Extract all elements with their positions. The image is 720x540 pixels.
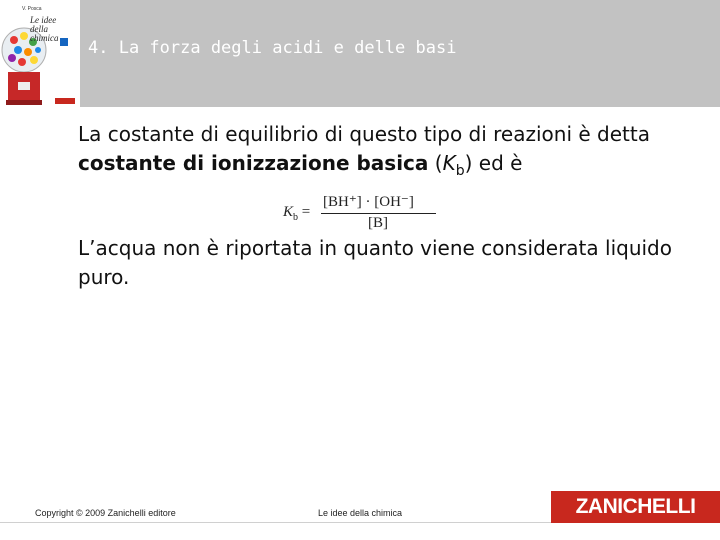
cover-title: Le idee della chimica — [30, 15, 59, 43]
cover-publisher-bar — [55, 98, 75, 104]
footer-copyright: Copyright © 2009 Zanichelli editore — [35, 508, 176, 518]
constant-symbol: K — [442, 151, 456, 175]
paragraph-text: ) ed è — [464, 151, 523, 175]
fraction-bar — [321, 213, 436, 214]
footer-book-title: Le idee della chimica — [318, 508, 403, 518]
bold-term: costante di ionizzazione basica — [78, 151, 429, 175]
kb-formula — [283, 192, 453, 236]
book-cover-image — [0, 0, 80, 107]
formula-k-subscript: b — [293, 212, 299, 223]
paragraph-text: ( — [428, 151, 443, 175]
zanichelli-logo: ZANICHELLI — [551, 491, 720, 523]
slide-title: 4. La forza degli acidi e delle basi — [88, 38, 457, 58]
formula-denominator: [B] — [368, 215, 388, 231]
formula-lhs — [283, 204, 310, 223]
formula-numerator: [BH⁺] · [OH⁻] — [323, 194, 414, 210]
constant-subscript: b — [455, 163, 465, 179]
cover-authors: V. Posca — [22, 6, 42, 12]
paragraph-water-note: L’acqua non è riportata in quanto viene considerata liquido puro. — [78, 236, 672, 289]
paragraph-text: La costante di equilibrio di questo tipo di reazioni è detta — [78, 122, 650, 146]
formula-k: K — [283, 204, 294, 220]
formula-equals: = — [298, 204, 311, 220]
paragraph-definition — [78, 120, 708, 186]
